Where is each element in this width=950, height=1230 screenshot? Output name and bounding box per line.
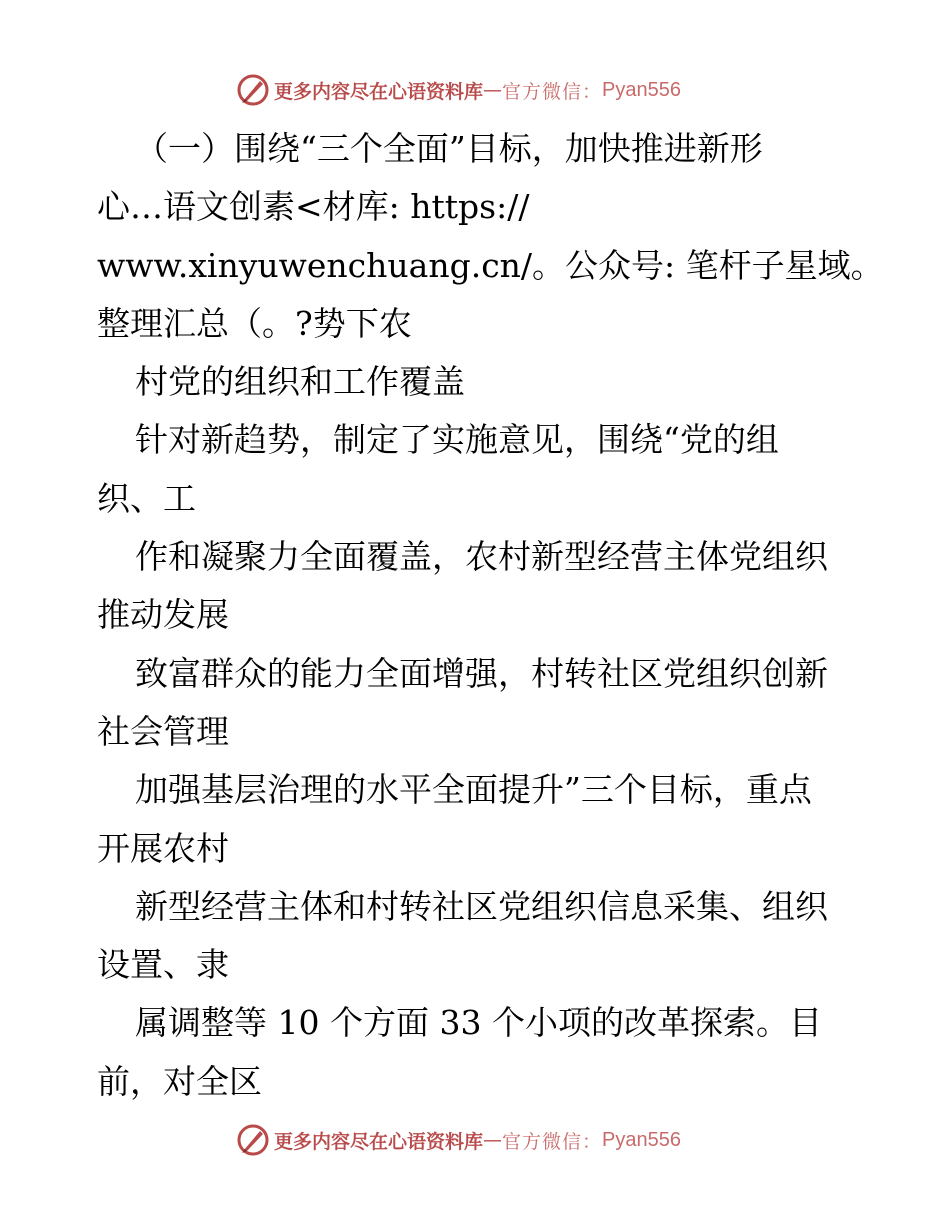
footer-wechat-id: Pyan556 <box>602 1128 681 1151</box>
body-line: 前，对全区 <box>97 1061 262 1101</box>
header-site-slogan: 更多内容尽在心语资料库 <box>274 80 484 103</box>
body-line: 作和凝聚力全面覆盖，农村新型经营主体党组织 <box>135 537 828 577</box>
document-body <box>97 120 884 1111</box>
body-line: 针对新趋势，制定了实施意见，围绕“党的组 <box>135 420 779 460</box>
footer-banner <box>236 1122 681 1158</box>
body-line: 心…语文创素<材库: https:// <box>97 187 530 227</box>
header-wechat-id: Pyan556 <box>602 78 681 101</box>
body-line: 社会管理 <box>97 711 229 751</box>
header-banner <box>236 72 681 108</box>
body-line: （一）围绕“三个全面”目标，加快推进新形 <box>135 129 763 168</box>
body-line: 推动发展 <box>97 595 229 635</box>
footer-wechat-label: 官方微信： <box>502 1130 603 1153</box>
footer-site-slogan: 更多内容尽在心语资料库 <box>274 1130 484 1153</box>
quill-pen-logo-icon <box>236 73 270 107</box>
quill-pen-logo-icon <box>236 1123 270 1157</box>
body-line: 加强基层治理的水平全面提升”三个目标，重点 <box>135 770 812 810</box>
body-line: www.xinyuwenchuang.cn/。公众号: 笔杆子星域。 <box>97 245 884 285</box>
body-line: 开展农村 <box>97 828 229 868</box>
header-wechat-label: 官方微信： <box>502 80 603 103</box>
body-line: 致富群众的能力全面增强，村转社区党组织创新 <box>135 653 828 693</box>
body-line: 村党的组织和工作覆盖 <box>135 362 465 402</box>
body-line: 新型经营主体和村转社区党组织信息采集、组织 <box>135 886 828 926</box>
header-separator: — <box>483 79 503 101</box>
body-line: 织、工 <box>97 478 196 518</box>
body-line: 属调整等 10 个方面 33 个小项的改革探索。目 <box>135 1003 822 1043</box>
body-line: 设置、隶 <box>97 945 229 985</box>
footer-separator: — <box>483 1129 503 1151</box>
body-line: 整理汇总（。?势下农 <box>97 303 412 343</box>
